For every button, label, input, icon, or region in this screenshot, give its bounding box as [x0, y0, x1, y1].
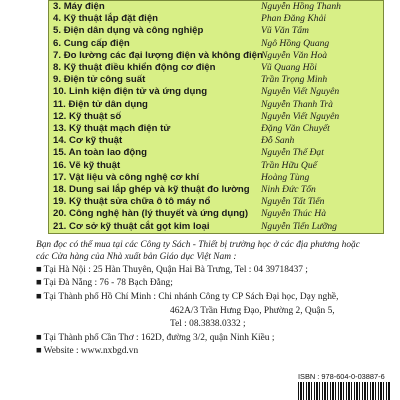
- book-number: 9.: [53, 74, 62, 86]
- book-number: 18.: [53, 184, 67, 195]
- book-title: [53, 74, 145, 85]
- book-title-text: Điện tử dân dụng: [68, 98, 148, 110]
- barcode-icon: [298, 382, 390, 400]
- bullet-icon: ■: [36, 333, 42, 343]
- isbn-text: ISBN : 978-604-0-03887-6: [298, 372, 385, 381]
- book-title: [53, 221, 210, 232]
- book-row: [49, 1, 385, 12]
- book-title-text: Công nghệ hàn (lý thuyết và ứng dụng): [69, 208, 249, 220]
- bullet-icon: ■: [36, 346, 42, 356]
- book-number: 4.: [53, 13, 62, 25]
- hcm-address-line: 462A/3 Trần Hưng Đạo, Phường 2, Quận 5,: [170, 306, 335, 316]
- book-row: [49, 62, 385, 73]
- book-author: Vũ Văn Tẩm: [261, 25, 309, 37]
- book-title-text: Dung sai lắp ghép và kỹ thuật đo lường: [69, 184, 250, 195]
- book-title: [53, 1, 105, 12]
- book-row: [49, 99, 385, 110]
- book-title: [53, 13, 158, 24]
- book-number: 6.: [53, 37, 62, 49]
- book-author: Hoàng Tùng: [261, 171, 310, 183]
- hanoi-text: : 25 Hàn Thuyên, Quận Hai Bà Trưng, Tel : 04 39718437 ;: [88, 265, 308, 275]
- book-author: Phan Đăng Khải: [261, 13, 327, 25]
- cantho-text: : 162D, đường 3/2, quận Ninh Kiều ;: [136, 333, 275, 343]
- book-title-text: Máy điện: [63, 1, 105, 12]
- book-title-text: Kỹ thuật lắp đặt điện: [63, 13, 159, 25]
- book-title-text: Kỹ thuật số: [69, 110, 122, 122]
- book-author: Nguyễn Văn Hoà: [261, 49, 328, 61]
- book-row: [49, 74, 385, 85]
- book-title: [53, 147, 147, 158]
- book-author: Ngô Hồng Quang: [261, 37, 330, 49]
- book-title-text: Vật liệu và công nghệ cơ khí: [69, 171, 199, 183]
- book-row: [49, 135, 385, 146]
- danang-text: : 76 - 78 Bạch Đằng;: [94, 278, 173, 288]
- book-title: [53, 50, 263, 61]
- book-number: 10.: [53, 86, 67, 98]
- book-title-text: Kỹ thuật điều khiển động cơ điện: [63, 62, 216, 73]
- book-title: [53, 62, 216, 73]
- book-title: [53, 86, 207, 97]
- hcm-address: [36, 292, 338, 304]
- bullet-icon: ■: [36, 278, 42, 288]
- book-title: [53, 111, 121, 122]
- book-author: Ninh Đức Tốn: [261, 184, 316, 195]
- book-title-text: Cơ sở kỹ thuật cắt gọt kim loại: [69, 220, 210, 232]
- book-row: [49, 111, 385, 122]
- book-row: [49, 86, 385, 97]
- hanoi-label: Tại Hà Nội: [43, 265, 86, 275]
- book-row: [49, 50, 385, 61]
- book-number: 11.: [53, 98, 66, 110]
- book-number: 8.: [53, 62, 62, 73]
- book-author: Nguyễn Hồng Thanh: [261, 1, 341, 12]
- book-number: 16.: [53, 159, 67, 171]
- book-author: Nguyễn Tất Tiến: [261, 196, 325, 208]
- website-label: Website: [43, 346, 74, 356]
- intro-line-2: các Cửa hàng của Nhà xuất bản Giáo dục Việt Nam :: [36, 252, 237, 262]
- book-row: [49, 123, 385, 134]
- book-author: Đặng Văn Chuyết: [261, 123, 330, 134]
- book-row: [49, 147, 385, 158]
- book-title-text: An toàn lao động: [68, 147, 147, 159]
- book-list-box: [48, 0, 384, 234]
- book-title-text: Điện dân dụng và công nghiệp: [63, 25, 204, 37]
- hcm-text: : Chi nhánh Công ty CP Sách Đại học, Dạy nghề,: [153, 292, 339, 302]
- book-title: [53, 172, 199, 183]
- hanoi-address: [36, 265, 308, 277]
- danang-address: [36, 278, 173, 290]
- book-title: [53, 123, 170, 134]
- book-author: Nguyễn Thanh Trà: [261, 98, 333, 110]
- book-row: [49, 172, 385, 183]
- book-row: [49, 221, 385, 232]
- website-url: : www.nxbgd.vn: [75, 346, 139, 356]
- book-row: [49, 160, 385, 171]
- book-number: 7.: [53, 49, 62, 61]
- hcm-tel: Tel : 08.3838.0332 ;: [170, 319, 246, 329]
- book-title: [53, 208, 248, 219]
- book-title-text: Đo lường các đại lượng điện và không điện: [63, 49, 263, 61]
- hcm-label: Tại Thành phố Hồ Chí Minh: [43, 292, 152, 302]
- book-title: [53, 160, 120, 171]
- isbn-barcode: [294, 372, 394, 400]
- book-author: Nguyễn Thúc Hà: [261, 208, 327, 220]
- intro-line-1: Bạn đọc có thể mua tại các Công ty Sách - Thiết bị trường học ở các địa phương hoặc: [36, 240, 360, 250]
- book-row: [49, 13, 385, 24]
- book-title-text: Cung cấp điện: [63, 37, 130, 49]
- book-number: 21.: [53, 220, 67, 232]
- book-title-text: Vẽ kỹ thuật: [69, 159, 121, 171]
- cantho-address: [36, 333, 274, 345]
- book-author: Trần Trọng Minh: [261, 74, 328, 86]
- book-title-text: Linh kiện điện tử và ứng dụng: [69, 86, 208, 98]
- book-row: [49, 25, 385, 36]
- book-number: 19.: [53, 196, 67, 208]
- website-line: [36, 346, 138, 358]
- book-row: [49, 208, 385, 219]
- book-title-text: Kỹ thuật sửa chữa ô tô máy nổ: [69, 196, 211, 208]
- book-author: Nguyễn Viết Nguyên: [261, 86, 340, 98]
- book-number: 12.: [53, 110, 67, 122]
- book-title: [53, 25, 203, 36]
- book-number: 3.: [53, 1, 62, 12]
- book-title-text: Điện tử công suất: [63, 74, 146, 86]
- book-title: [53, 196, 210, 207]
- danang-label: Tại Đà Nẵng: [43, 278, 93, 288]
- bullet-icon: ■: [36, 265, 42, 275]
- book-title: [53, 38, 130, 49]
- book-number: 17.: [53, 171, 67, 183]
- book-author: Trần Hữu Quế: [261, 159, 317, 171]
- cantho-label: Tại Thành phố Cần Thơ: [43, 333, 134, 343]
- book-author: Nguyễn Tiến Lưỡng: [261, 220, 337, 232]
- book-number: 14.: [53, 135, 67, 147]
- book-number: 15.: [53, 147, 67, 159]
- book-row: [49, 38, 385, 49]
- book-row: [49, 184, 385, 195]
- book-number: 20.: [53, 208, 67, 220]
- book-number: 13.: [53, 123, 67, 134]
- book-author: Nguyễn Thế Đạt: [261, 147, 324, 159]
- book-author: Nguyễn Viết Nguyên: [261, 110, 340, 122]
- book-title: [53, 184, 250, 195]
- book-row: [49, 196, 385, 207]
- bullet-icon: ■: [36, 292, 42, 302]
- book-title-text: Kỹ thuật mạch điện tử: [69, 123, 171, 134]
- book-title-text: Cơ kỹ thuật: [69, 135, 123, 147]
- book-author: Đỗ Sanh: [261, 135, 295, 147]
- book-author: Vũ Quang Hồi: [261, 62, 317, 73]
- book-title: [53, 99, 148, 110]
- book-number: 5.: [53, 25, 62, 37]
- book-title: [53, 135, 122, 146]
